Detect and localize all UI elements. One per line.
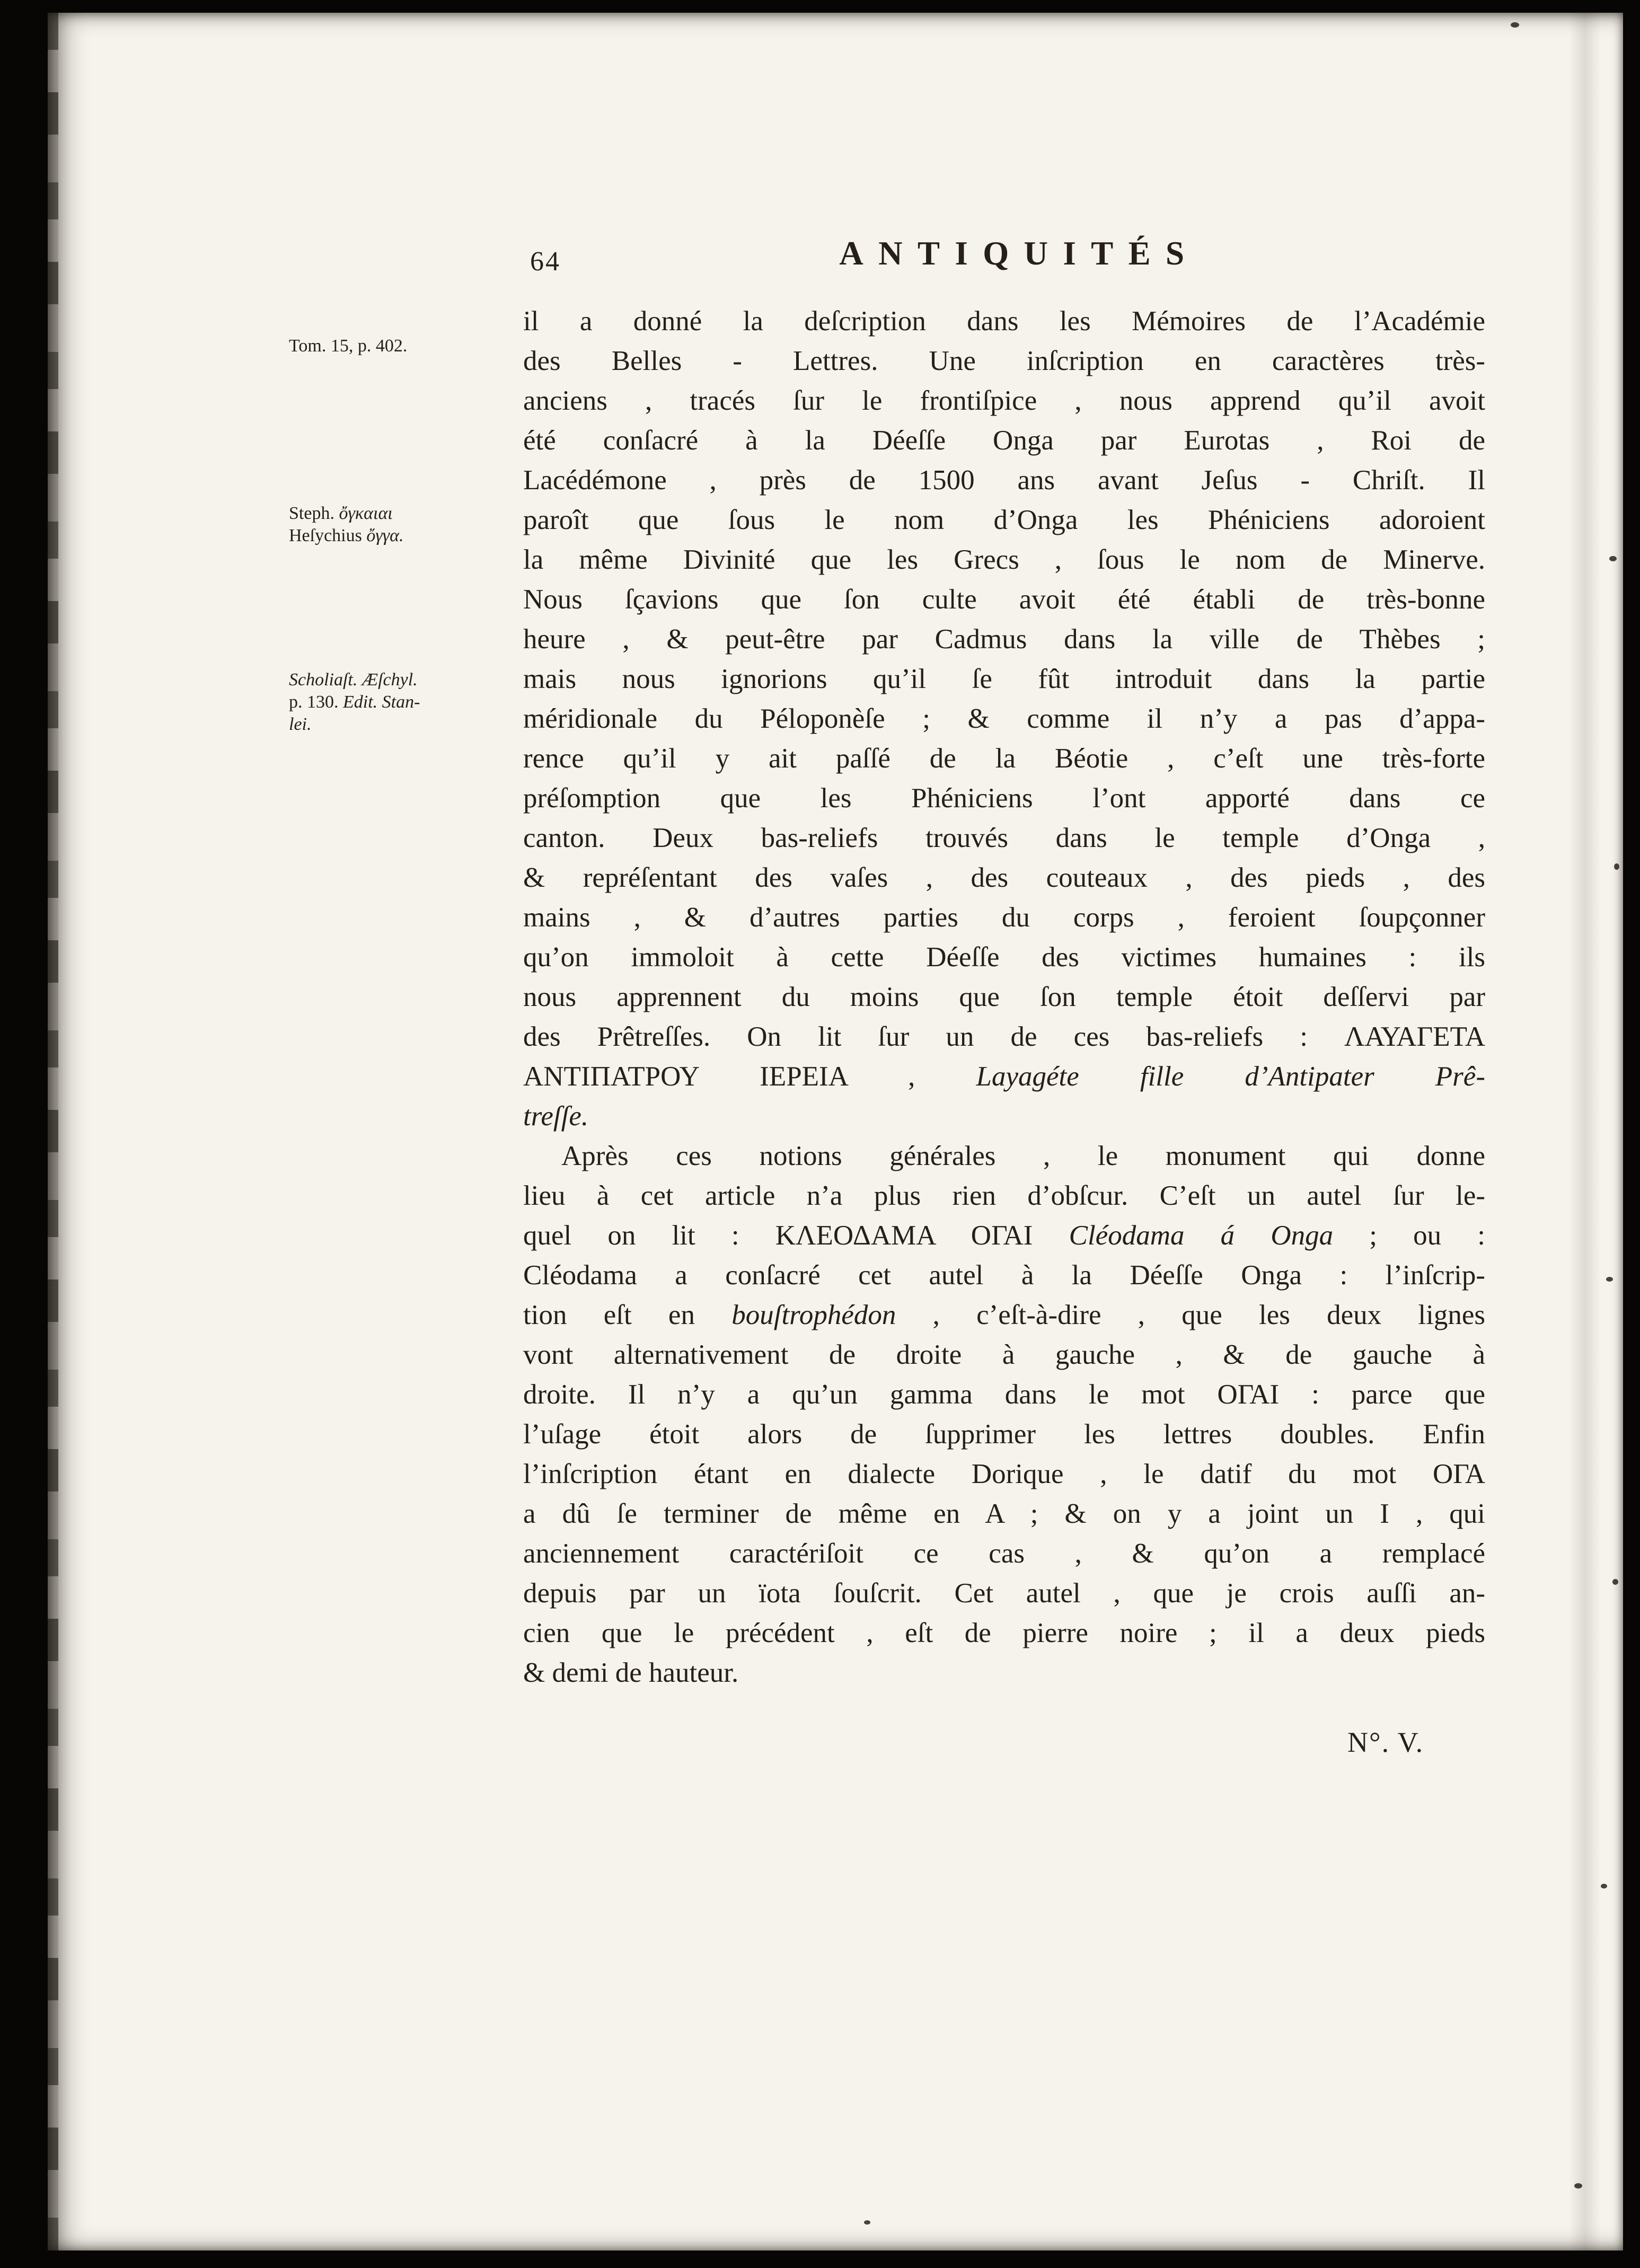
italic-phrase: bouſtrophédon — [731, 1300, 896, 1330]
scan-speck — [1511, 22, 1519, 28]
text-segment: tion eſt en — [523, 1300, 695, 1330]
text-line: heure , & peut-être par Cadmus dans la ville de Thèbes ; — [523, 624, 1485, 655]
margin-note-line: Scholiaſt. Æſchyl. — [289, 670, 418, 690]
text-line: des Prêtreſſes. On lit ſur un de ces bas-reliefs : ΛΑΥΑΓΕΤΑ — [523, 1021, 1485, 1052]
text-line: lieu à cet article n’a plus rien d’obſcur. C’eſt un autel ſur le- — [523, 1180, 1485, 1211]
text-line: anciens , tracés ſur le frontiſpice , nous apprend qu’il avoit — [523, 385, 1485, 416]
page — [48, 13, 1623, 2251]
text-line: mains , & d’autres parties du corps , feroient ſoupçonner — [523, 902, 1485, 933]
scan-speck — [1612, 1579, 1618, 1585]
margin-note-line: lei. — [289, 714, 312, 734]
italic-phrase: Cléodama á Onga — [1069, 1220, 1334, 1251]
text-line: Cléodama a conſacré cet autel à la Déeſſe Onga : l’inſcrip- — [523, 1260, 1485, 1291]
scan-speck — [1614, 863, 1619, 870]
margin-note-text: Steph. — [289, 504, 334, 523]
text-line: qu’on immoloit à cette Déeſſe des victimes humaines : ils — [523, 942, 1485, 973]
text-line: Lacédémone , près de 1500 ans avant Jeſus - Chriſt. Il — [523, 465, 1485, 496]
scan-speck — [1606, 1277, 1613, 1282]
scan-speck — [1574, 2183, 1582, 2188]
margin-note — [289, 335, 518, 357]
text-line: rence qu’il y ait paſſé de la Béotie , c’eſt une très-forte — [523, 743, 1485, 774]
scan-speck — [864, 2220, 870, 2225]
greek-citation: ὄγκαιαι — [339, 504, 393, 523]
page-number: 64 — [530, 246, 561, 277]
scan-speck — [1601, 1884, 1607, 1888]
text-line — [523, 1295, 1485, 1335]
text-segment: , c’eſt-à-dire , que les deux lignes — [932, 1300, 1486, 1330]
margin-note-line — [289, 525, 518, 547]
text-line: il a donné la deſcription dans les Mémoires de l’Académie — [523, 306, 1485, 337]
signature-mark: N°. V. — [1347, 1726, 1424, 1758]
text-line: mais nous ignorions qu’il ſe fût introduit dans la partie — [523, 664, 1485, 694]
text-line: vont alternativement de droite à gauche , & de gauche à — [523, 1339, 1485, 1370]
text-line: a dû ſe terminer de même en A ; & on y a joint un I , qui — [523, 1498, 1485, 1529]
scan-speck — [1609, 556, 1617, 561]
text-line: Nous ſçavions que ſon culte avoit été établi de très-bonne — [523, 584, 1485, 615]
italic-phrase: Layagéte fille d’Antipater Prê- — [976, 1061, 1485, 1092]
text-line: canton. Deux bas-reliefs trouvés dans le temple d’Onga , — [523, 823, 1485, 853]
text-line: treſſe. — [523, 1101, 589, 1132]
text-line: méridionale du Péloponèſe ; & comme il n’y a pas d’appa- — [523, 703, 1485, 734]
text-line: depuis par un ïota ſouſcrit. Cet autel , que je crois auſſi an- — [523, 1578, 1485, 1609]
running-header: ANTIQUITÉS — [839, 235, 1200, 272]
text-segment: ; ou : — [1369, 1220, 1486, 1251]
text-line: la même Divinité que les Grecs , ſous le nom de Minerve. — [523, 544, 1485, 575]
text-segment: quel on lit : ΚΛΕΟΔΑΜΑ ΟΓΑΙ — [523, 1220, 1033, 1251]
text-line: & demi de hauteur. — [523, 1657, 739, 1688]
text-line: paroît que ſous le nom d’Onga les Phéniciens adoroient — [523, 505, 1485, 535]
text-line: Après ces notions générales , le monument qui donne — [561, 1141, 1485, 1171]
margin-note-text: Heſychius — [289, 526, 362, 545]
text-line: préſomption que les Phéniciens l’ont apporté dans ce — [523, 783, 1485, 814]
text-line: cien que le précédent , eſt de pierre noire ; il a deux pieds — [523, 1618, 1485, 1648]
text-line: des Belles - Lettres. Une inſcription en caractères très- — [523, 346, 1485, 376]
margin-note-text: p. 130. — [289, 692, 339, 712]
text-line: été conſacré à la Déeſſe Onga par Eurotas , Roi de — [523, 425, 1485, 456]
text-line: droite. Il n’y a qu’un gamma dans le mot ΟΓΑΙ : parce que — [523, 1379, 1485, 1410]
text-line — [523, 1057, 1485, 1097]
page-crease — [1569, 13, 1601, 2251]
text-line: & repréſentant des vaſes , des couteaux , des pieds , des — [523, 862, 1485, 893]
margin-note — [289, 669, 518, 736]
text-line: l’uſage étoit alors de ſupprimer les lettres doubles. Enfin — [523, 1419, 1485, 1450]
margin-note-text: Edit. Stan- — [343, 692, 420, 712]
text-line: nous apprennent du moins que ſon temple étoit deſſervi par — [523, 982, 1485, 1012]
body-text — [523, 302, 1485, 1693]
text-line — [523, 1216, 1485, 1256]
margin-note-line — [289, 691, 518, 713]
greek-citation: ὄγγα. — [366, 526, 404, 545]
text-line: anciennement caractériſoit ce cas , & qu’on a remplacé — [523, 1538, 1485, 1569]
margin-note-line — [289, 502, 518, 525]
greek-inscription: ΑΝΤΙΠΑΤΡΟΥ ΙΕΡΕΙΑ , — [523, 1061, 915, 1092]
text-line: l’inſcription étant en dialecte Dorique , le datif du mot ΟΓΑ — [523, 1459, 1485, 1489]
margin-note-text: Tom. 15, p. 402. — [289, 336, 408, 356]
margin-note — [289, 502, 518, 547]
